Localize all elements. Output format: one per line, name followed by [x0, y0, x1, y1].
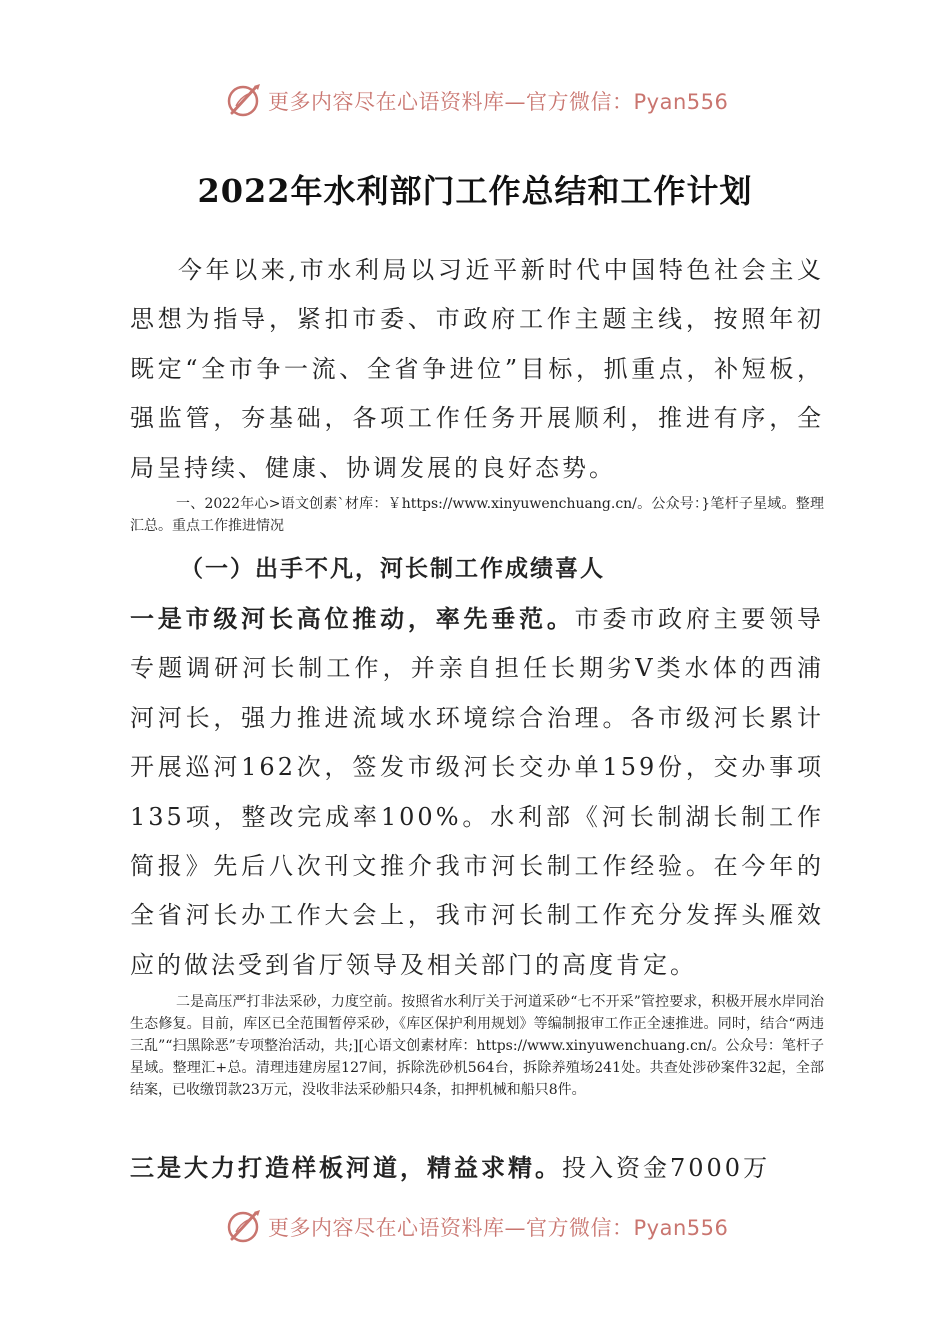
- item-1-lead: 一是市级河长高位推动，率先垂范。: [130, 604, 575, 633]
- watermark-text: 更多内容尽在心语资料库—官方微信：Pyan556: [268, 90, 729, 114]
- watermark-text: 更多内容尽在心语资料库—官方微信：Pyan556: [268, 1216, 729, 1240]
- watermark-footer: [0, 1206, 950, 1246]
- item-1-paragraph: [130, 594, 824, 990]
- source-note: 一、2022年心>语文创素`材库：￥https://www.xinyuwenchuang.cn/。公众号：}笔杆子星域。整理汇总。重点工作推进情况: [130, 496, 824, 534]
- intro-paragraph: 今年以来,市水利局以习近平新时代中国特色社会主义思想为指导，紧扣市委、市政府工作主题主线，按照年初既定“全市争一流、全省争进位”目标，抓重点，补短板，强监管，夯基础，各项工作任务开展顺利，推进有序，全局呈持续、健康、协调发展的良好态势。: [130, 256, 824, 482]
- pen-logo-icon: [226, 82, 264, 118]
- item-1-body: 市委市政府主要领导专题调研河长制工作，并亲自担任长期劣Ⅴ类水体的西浦河河长，强力推进流域水环境综合治理。各市级河长累计开展巡河162次，签发市级河长交办单159份，交办事项135项，整改完成率100%。水利部《河长制湖长制工作简报》先后八次刊文推介我市河长制工作经验。在今年的全省河长办工作大会上，我市河长制工作充分发挥头雁效应的做法受到省厅领导及相关部门的高度肯定。: [130, 605, 825, 979]
- item-3-body: 投入资金7000万: [562, 1154, 771, 1182]
- item-3-paragraph: [130, 1143, 824, 1193]
- pen-logo-icon: [226, 1208, 264, 1244]
- item-2-paragraph: 二是高压严打非法采砂，力度空前。按照省水利厅关于河道采砂“七不开采”管控要求，积极开展水岸同治生态修复。目前，库区已全范围暂停采砂，《库区保护利用规划》等编制报审工作正全速推进。同时，结合“两违三乱”“扫黑除恶”专项整治活动，共;][心语文创素材库：https://www.xinyuwenchuang.cn/。公众号：笔杆子星域。整理汇+总。清理违建房屋127间，拆除洗砂机564台，拆除养殖场241处。共查处涉砂案件32起，全部结案，已收缴罚款23万元，没收非法采砂船只4条，扣押机械和船只8件。: [130, 994, 824, 1098]
- section-heading: （一）出手不凡，河长制工作成绩喜人: [180, 555, 605, 582]
- item-3-lead: 三是大力打造样板河道，精益求精。: [130, 1153, 562, 1182]
- watermark-header: [0, 80, 950, 120]
- document-title: 2022年水利部门工作总结和工作计划: [197, 172, 753, 211]
